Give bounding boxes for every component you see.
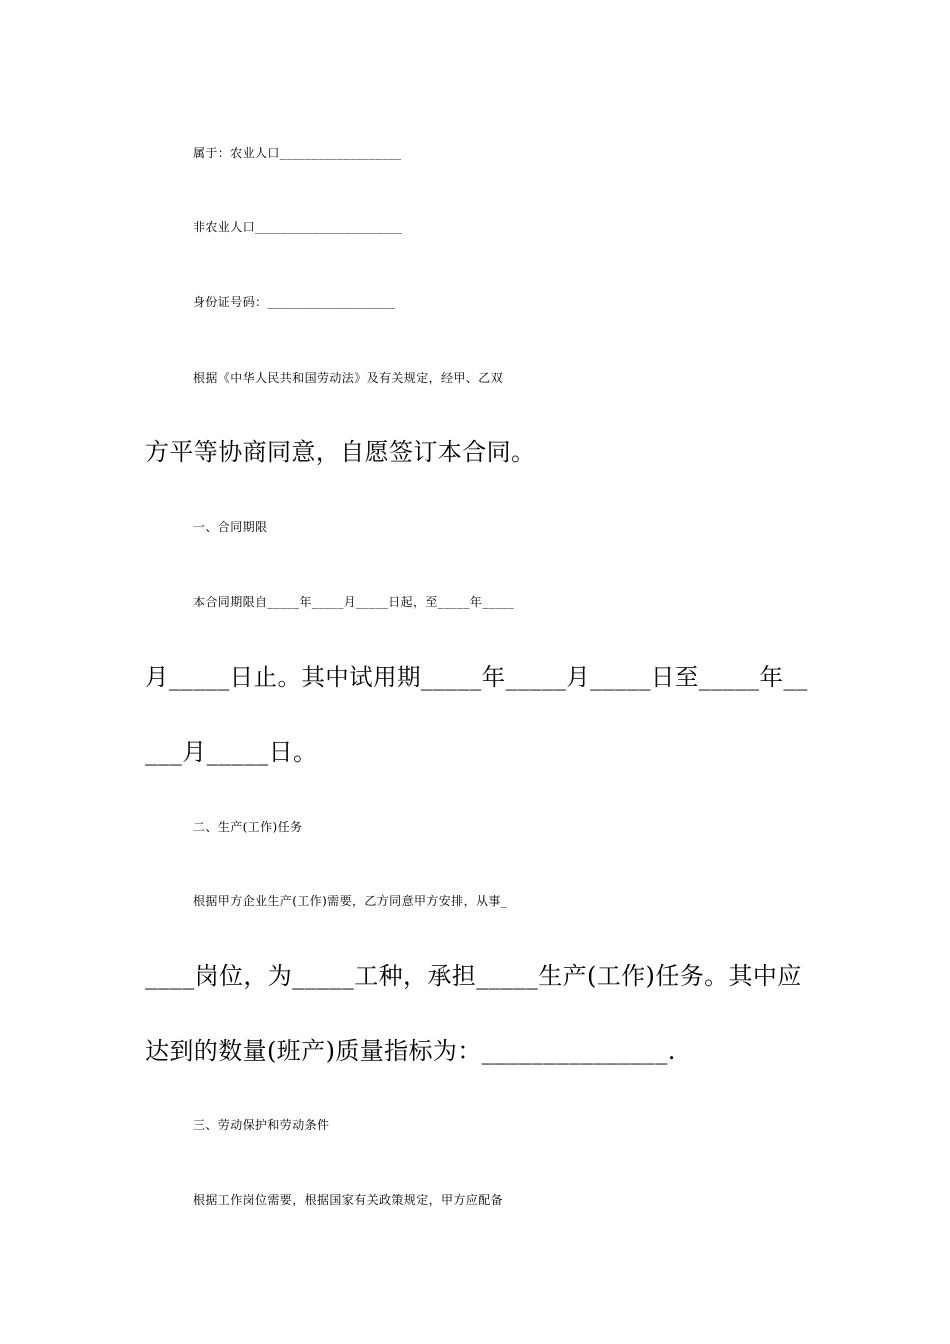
section-2-heading: 二、生产(工作)任务 — [193, 820, 303, 834]
id-number-line: 身份证号码：____________________ — [193, 295, 396, 309]
task-line-3: 达到的数量(班产)质量指标为：_______________. — [145, 1037, 676, 1065]
term-line-3: ___月_____日。 — [145, 738, 318, 766]
household-agricultural-line: 属于：农业人口___________________ — [193, 146, 402, 160]
task-line-2: ____岗位，为_____工种，承担_____生产(工作)任务。其中应 — [145, 962, 802, 990]
section-3-heading: 三、劳动保护和劳动条件 — [193, 1118, 330, 1132]
preamble-line-1: 根据《中华人民共和国劳动法》及有关规定，经甲、乙双 — [193, 371, 504, 385]
protection-line-1: 根据工作岗位需要，根据国家有关政策规定，甲方应配备 — [193, 1193, 504, 1207]
term-line-2: 月_____日止。其中试用期_____年_____月_____日至_____年__ — [145, 663, 808, 691]
household-nonagricultural-line: 非农业人口_______________________ — [193, 220, 403, 234]
section-1-heading: 一、合同期限 — [193, 520, 268, 534]
preamble-line-2: 方平等协商同意，自愿签订本合同。 — [145, 438, 536, 466]
task-line-1: 根据甲方企业生产(工作)需要，乙方同意甲方安排，从事_ — [193, 894, 508, 908]
term-line-1: 本合同期限自_____年_____月_____日起，至_____年_____ — [193, 595, 515, 609]
